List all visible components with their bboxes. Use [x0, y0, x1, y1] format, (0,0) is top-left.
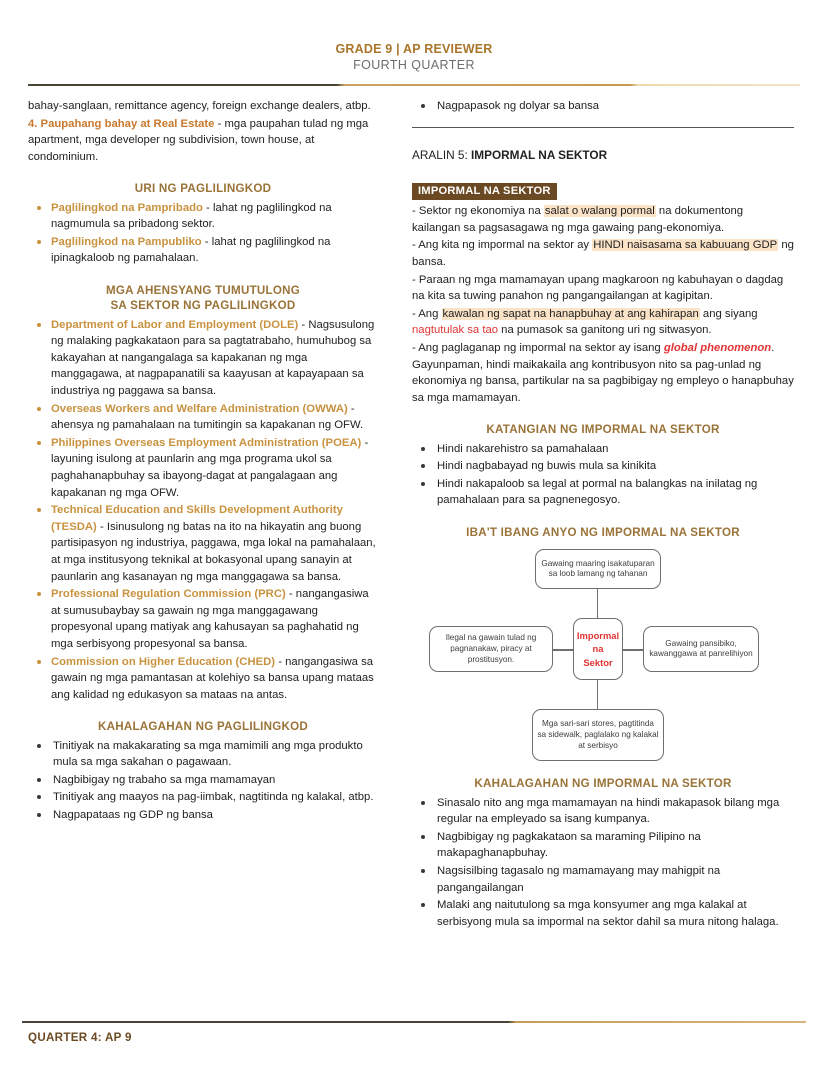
section-heading-katangian: KATANGIAN NG IMPORMAL NA SEKTOR — [486, 423, 720, 437]
term-body: - nangangasiwa sa gawain ng mga pamantasan at kolehiyo sa bansa upang mataas ang kalidad ng edukasyon sa mataas na antas. — [51, 655, 374, 701]
term-body: - lahat ng paglilingkod na nagmumula sa pribadong sektor. — [51, 201, 332, 231]
term-label: Commission on Higher Education (CHED) — [51, 655, 276, 668]
right-column — [412, 98, 794, 931]
document-header — [28, 0, 800, 72]
left-column — [28, 98, 378, 931]
list-item: Sinasalo nito ang mga mamamayan na hindi makapasok bilang mga regular na empleyado sa isang kumpanya. — [412, 795, 794, 828]
two-column-body — [28, 98, 800, 931]
kawalan-red-text: nagtutulak sa tao — [412, 324, 499, 337]
definition-line-kawalan — [412, 306, 794, 339]
list-item — [28, 435, 378, 501]
diagram-box-right: Gawaing pansibiko, kawanggawa at panrelihiyon — [643, 626, 759, 672]
def2-pre: - Ang kita ng impormal na sektor ay — [412, 239, 593, 252]
list-item: Nagbibigay ng trabaho sa mga mamamayan — [28, 772, 378, 789]
list-item — [28, 654, 378, 704]
real-estate-item — [28, 116, 378, 166]
list-item — [28, 401, 378, 434]
continued-paragraph: bahay-sanglaan, remittance agency, foreign exchange dealers, atbp. — [28, 100, 371, 112]
def1-pre: - Sektor ng ekonomiya na — [412, 205, 544, 218]
kawalan-post: na pumasok sa ganitong uri ng sitwasyon. — [498, 324, 712, 337]
section-heading-uri: URI NG PAGLILINGKOD — [134, 182, 272, 196]
list-item: Hindi nagbabayad ng buwis mula sa kinikita — [412, 458, 794, 475]
term-label: Paglilingkod na Pampubliko — [51, 235, 202, 248]
list-item — [28, 317, 378, 400]
lesson-heading — [412, 148, 794, 162]
kawalan-mid: ang siyang — [699, 307, 758, 320]
term-body: - Isinusulong ng batas na ito na hikayatin ang buong partisipasyon ng industriya, paggawa, mga lokal na pamahalaan, at mga institusyong teknikal at bokasyonal upang sanayin at paunlarin ang kasanayan ng mga manggagawa sa bansa. — [51, 520, 376, 583]
lesson-title: IMPORMAL NA SEKTOR — [471, 148, 608, 163]
diagram-box-center: Impormal na Sektor — [573, 618, 623, 680]
ahensya-heading-line1: MGA AHENSYANG TUMUTULONG — [105, 284, 301, 298]
page-subtitle: FOURTH QUARTER — [353, 58, 475, 72]
list-item — [28, 502, 378, 585]
top-bullet-list — [412, 98, 794, 115]
real-estate-lead: 4. Paupahang bahay at Real Estate — [28, 117, 215, 130]
global-phenomenon-emphasis: global phenomenon — [663, 341, 772, 354]
list-item: Malaki ang naitutulong sa mga konsyumer ang mga kalakal at serbisyong mula sa impormal na sektor dahil sa mura nitong halaga. — [412, 897, 794, 930]
ahensya-heading-line2: SA SEKTOR NG PAGLILINGKOD — [110, 299, 296, 313]
list-item — [28, 586, 378, 652]
tag-impormal-na-sektor-wrap — [412, 181, 794, 203]
kawalan-pre: - Ang — [412, 307, 442, 320]
connector-right — [622, 649, 644, 650]
section-heading-kahalagahan-paglilingkod: KAHALAGAHAN NG PAGLILINGKOD — [97, 720, 309, 734]
list-item: Tinitiyak na makakarating sa mga mamimili ang mga produkto mula sa mga sakahan o pagawaan. — [28, 738, 378, 771]
global-post: . Gayunpaman, hindi maikakaila ang kontribusyon nito sa pag-unlad ng ekonomiya ng bansa, partikular na sa pagbibigay ng empleyo o hanapbuhay sa mga mamamayan. — [412, 341, 794, 404]
section-divider — [412, 127, 794, 129]
term-body: - ahensya ng pamahalaan na tumitingin sa kapakanan ng OFW. — [51, 402, 364, 432]
definition-line-global — [412, 340, 794, 406]
kahalagahan-paglilingkod-list — [28, 738, 378, 824]
term-label: Overseas Workers and Welfare Administration (OWWA) — [51, 402, 348, 415]
kahalagahan-impormal-list — [412, 795, 794, 931]
term-label: Technical Education and Skills Development Authority (TESDA) — [51, 504, 343, 533]
connector-bottom — [597, 680, 598, 710]
list-item: Hindi nakarehistro sa pamahalaan — [412, 441, 794, 458]
term-body: - Nagsusulong ng malaking pagkakataon para sa pagtatrabaho, humuhubog sa kakayahan at nangangalaga sa kapakanan ng mga manggagawa, at nagpapanatili sa kaayusan at kapayapaan sa industriya ng paggawa sa bansa. — [51, 318, 375, 398]
section-heading-kahalagahan-impormal: KAHALAGAHAN NG IMPORMAL NA SEKTOR — [474, 777, 732, 791]
list-item: Nagbibigay ng pagkakataon sa maraming Pilipino na makapaghanapbuhay. — [412, 829, 794, 862]
informal-sector-diagram — [412, 546, 794, 750]
term-body: - nangangasiwa at sumusubaybay sa gawain ng mga manggagawang propesyonal upang matiyak ang kahusayan sa paghahatid ng mga serbisyong propesyonal sa bansa. — [51, 588, 369, 650]
term-label: Paglilingkod na Pampribado — [51, 201, 203, 214]
def1-post: na dokumentong kailangan sa pagsasagawa ng mga gawaing pang-ekonomiya. — [412, 205, 744, 234]
term-label: Philippines Overseas Employment Administration (POEA) — [51, 436, 362, 449]
list-item: Nagsisilbing tagasalo ng mamamayang may mahigpit na pangangailangan — [412, 863, 794, 896]
def1-highlight: salat o walang pormal — [544, 205, 655, 218]
term-label: Department of Labor and Employment (DOLE) — [51, 318, 299, 331]
real-estate-body: - mga paupahan tulad ng mga apartment, mga developer ng subdivision, town house, at condominium. — [28, 117, 369, 163]
ahensya-list — [28, 317, 378, 704]
definition-line-2 — [412, 237, 794, 270]
diagram-box-left: Ilegal na gawain tulad ng pagnanakaw, piracy at prostitusyon. — [429, 626, 553, 672]
definition-line-1 — [412, 203, 794, 236]
term-body: - lahat ng paglilingkod na ipinagkaloob ng pamahalaan. — [51, 235, 331, 265]
uri-list — [28, 200, 378, 267]
connector-top — [597, 588, 598, 618]
header-divider — [28, 84, 800, 86]
diagram-box-top: Gawaing maaring isakatuparan sa loob lamang ng tahanan — [535, 549, 661, 589]
list-item: Hindi nakapaloob sa legal at pormal na balangkas na inilatag ng pamahalaan para sa pagnenegosyo. — [412, 476, 794, 509]
section-heading-ahensya — [28, 283, 378, 314]
list-item: Nagpapataas ng GDP ng bansa — [28, 807, 378, 824]
page-title: GRADE 9 | AP REVIEWER — [335, 42, 493, 56]
lesson-prefix: ARALIN 5: — [412, 148, 472, 163]
footer-label: QUARTER 4: AP 9 — [28, 1031, 132, 1044]
definition-line-3: - Paraan ng mga mamamayan upang magkaroon ng kabuhayan o dagdag na kita sa tuwing panahon ng pangangailangan at kagipitan. — [412, 273, 784, 303]
footer-divider — [22, 1021, 806, 1023]
section-heading-anyo: IBA'T IBANG ANYO NG IMPORMAL NA SEKTOR — [466, 525, 740, 539]
def2-highlight: HINDI naisasama sa kabuuang GDP — [593, 239, 778, 252]
kawalan-highlight: kawalan ng sapat na hanapbuhay at ang kahirapan — [442, 307, 699, 320]
global-pre: - Ang paglaganap ng impormal na sektor ay isang — [412, 341, 664, 354]
list-item — [28, 200, 378, 233]
list-item — [28, 234, 378, 267]
status-badge: IMPORMAL NA SEKTOR — [412, 183, 557, 200]
katangian-list — [412, 441, 794, 509]
term-body: - layuning isulong at paunlarin ang mga programa ukol sa paghahanapbuhay sa ibayong-dagat at pangalagaan ang kapakanan ng mga OFW. — [51, 436, 369, 499]
def2-post: ng bansa. — [412, 239, 794, 268]
list-item: Nagpapasok ng dolyar sa bansa — [412, 98, 794, 115]
diagram-box-bottom: Mga sari-sari stores, pagtitinda sa sidewalk, paglalako ng kalakal at serbisyo — [532, 709, 664, 761]
term-label: Professional Regulation Commission (PRC) — [51, 588, 286, 601]
connector-left — [552, 649, 574, 650]
list-item: Tinitiyak ang maayos na pag-iimbak, nagtitinda ng kalakal, atbp. — [28, 789, 378, 806]
